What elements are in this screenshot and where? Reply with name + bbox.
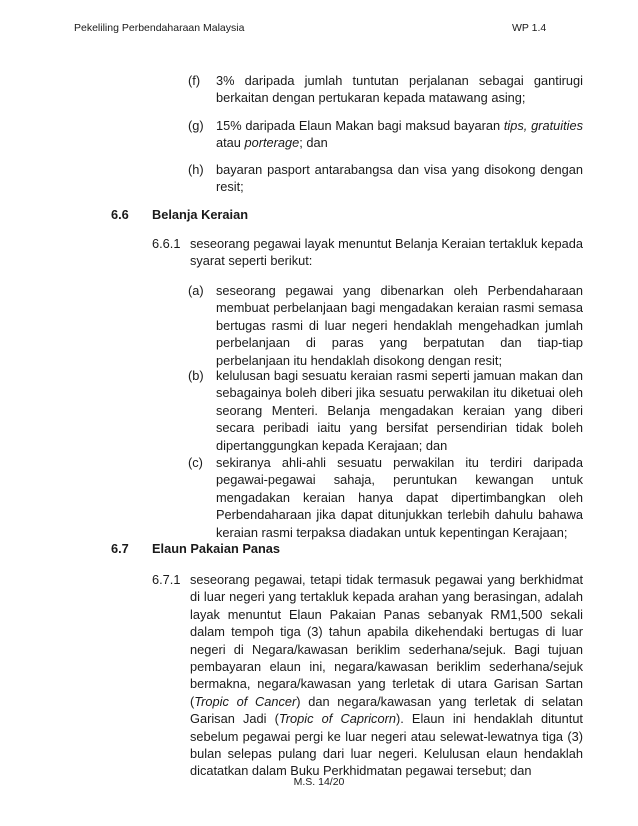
- page-number: M.S. 14/20: [293, 776, 345, 788]
- item-text: seseorang pegawai yang dibenarkan oleh Perbendaharaan membuat perbelanjaan bagi mengadakan keraian rasmi semasa bertugas rasmi di luar negeri hendaklah mengehadkan jumlah perbelanjaan di paras yang berpatutan dan tiap-tiap perbelanjaan itu hendaklah disokong dengan resit;: [216, 283, 583, 368]
- subsection-number: 6.7.1: [152, 572, 181, 587]
- section-number: 6.6: [111, 207, 129, 222]
- italic-term: Tropic of Capricorn: [278, 711, 396, 727]
- header-title: Pekeliling Perbendaharaan Malaysia: [74, 22, 245, 34]
- italic-term: Tropic of Cancer: [194, 693, 297, 709]
- item-label: (f): [188, 73, 201, 88]
- section-title: Belanja Keraian: [152, 207, 249, 222]
- item-label: (c): [188, 455, 203, 470]
- item-text: 3% daripada jumlah tuntutan perjalanan sebagai gantirugi berkaitan dengan pertukaran kepada matawang asing;: [216, 73, 583, 106]
- item-label: (h): [188, 162, 204, 177]
- item-text: sekiranya ahli-ahli sesuatu perwakilan itu terdiri daripada pegawai-pegawai sahaja, peruntukan kewangan untuk mengadakan keraian hanya dapat dipertimbangkan oleh Perbendaharaan jika dapat ditunjukkan terlebih dahulu bahawa keraian rasmi terpaksa diadakan untuk kepentingan Kerajaan;: [216, 455, 583, 540]
- item-text: kelulusan bagi sesuatu keraian rasmi seperti jamuan makan dan sebagainya boleh diberi jika sesuatu perwakilan itu diketuai oleh seorang Menteri. Belanja mengadakan keraian yang diberi secara peribadi iaitu yang bersifat persendirian tidak boleh dipertanggungkan kepada Kerajaan; dan: [216, 368, 583, 453]
- header-code: WP 1.4: [512, 22, 547, 34]
- section-number: 6.7: [111, 541, 129, 556]
- subsection-number: 6.6.1: [152, 236, 181, 251]
- subsection-text: seseorang pegawai layak menuntut Belanja Keraian tertakluk kepada syarat seperti berikut:: [190, 236, 583, 269]
- italic-term: porterage: [244, 135, 300, 151]
- item-text: bayaran pasport antarabangsa dan visa yang disokong dengan resit;: [216, 162, 583, 195]
- item-label: (g): [188, 118, 204, 133]
- item-text: 15% daripada Elaun Makan bagi maksud bayaran tips, gratuities atau porterage; dan: [216, 118, 583, 151]
- item-label: (a): [188, 283, 204, 298]
- item-label: (b): [188, 368, 204, 383]
- italic-term: tips, gratuities: [503, 118, 583, 133]
- section-title: Elaun Pakaian Panas: [152, 541, 281, 556]
- subsection-text: seseorang pegawai, tetapi tidak termasuk pegawai yang berkhidmat di luar negeri yang tertakluk kepada arahan yang berasingan, adalah layak menuntut Elaun Pakaian Panas sebanyak RM1,500 sekali dalam tempoh tiga (3) tahun apabila dikehendaki bertugas di luar negeri di Negara/kawasan beriklim sederhana/sejuk. Bagi tujuan pembayaran elaun ini, negara/kawasan beriklim sederhana/sejuk bermakna, negara/kawasan yang terletak di utara Garisan Sartan (Tropic of Cancer) dan negara/kawasan yang terletak di selatan Garisan Jadi (Tropic of Capricorn). Elaun ini hendaklah dituntut sebelum pegawai pergi ke luar negeri atau selewat-lewatnya tiga (3) bulan selepas pulang dari luar negeri. Kelulusan elaun hendaklah dicatatkan dalam Buku Perkhidmatan pegawai tersebut; dan: [190, 572, 583, 779]
